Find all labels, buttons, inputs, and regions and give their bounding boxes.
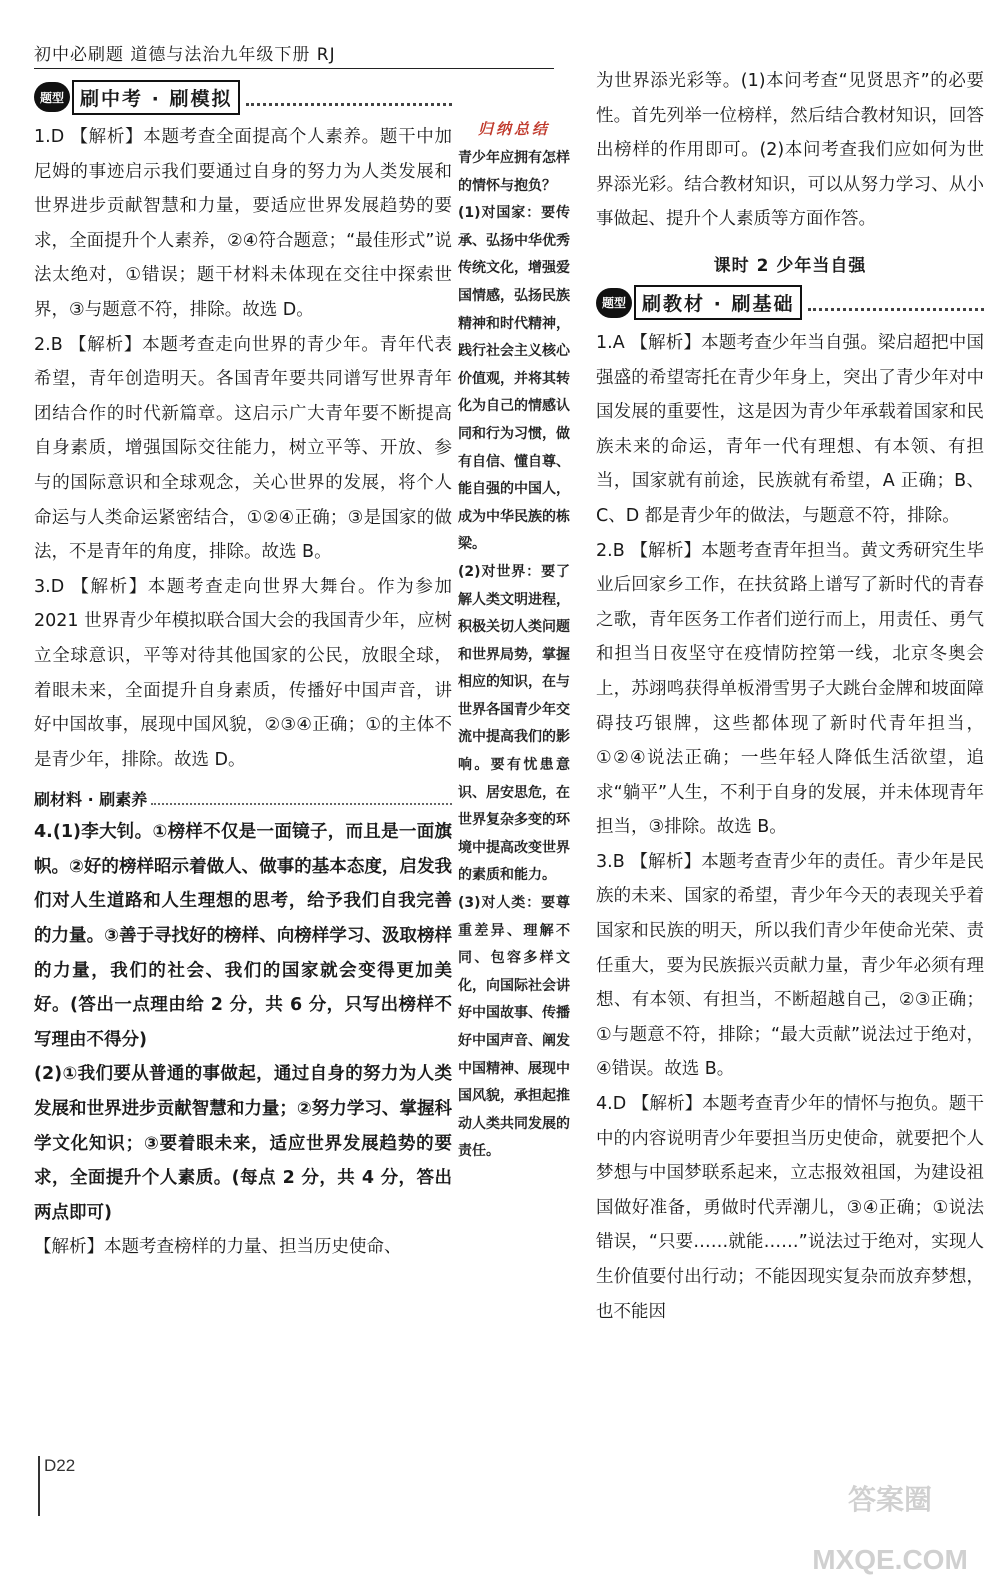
answer-3: 3.B 【解析】本题考查青少年的责任。青少年是民族的未来、国家的希望，青少年今天的表现关乎着国家和民族的明天，所以我们青少年使命光荣、责任重大，要为民族振兴贡献力量，青少年必须有理想、有本领、有担当，不断超越自己，②③正确；①与题意不符，排除；“最大贡献”说法过于绝对，④错误。故选 B。 — [596, 851, 984, 1080]
watermark-logo: 答案圈 MXQE.COM — [812, 1484, 968, 1575]
left-column — [34, 76, 452, 1265]
sidebar-point-2: (2)对世界：要了解人类文明进程，积极关切人类问题和世界局势，掌握相应的知识，在与世界各国青少年交流中提高我们的影响。要有忧患意识、居安思危，在世界复杂多变的环境中提高改变世界的素质和能力。 — [458, 563, 570, 884]
dotted-rule — [151, 792, 452, 805]
answer-2: 2.B 【解析】本题考查青年担当。黄文秀研究生毕业后回家乡工作，在扶贫路上谱写了新时代的青春之歌，青年医务工作者们逆行而上，用责任、勇气和担当日夜坚守在疫情防控第一线，北京冬奥会上，苏翊鸣获得单板滑雪男子大跳台金牌和坡面障碍技巧银牌，这些都体现了新时代青年担当，①②④说法正确；一些年轻人降低生活欲望，追求“躺平”人生，不利于自身的发展，并未体现青年担当，③排除。故选 B。 — [596, 540, 984, 838]
answer-1: 1.D 【解析】本题考查全面提高个人素养。题干中加尼姆的事迹启示我们要通过自身的努力为人类发展和世界进步贡献智慧和力量，要适应世界发展趋势的要求，全面提升个人素养，②④符合题意；“最佳形式”说法太绝对，①错误；题干材料未体现在交往中探索世界，③与题意不符，排除。故选 D。 — [34, 127, 452, 320]
analysis-continued: 为世界添光彩等。(1)本问考查“见贤思齐”的必要性。首先列举一位榜样，然后结合教材知识，回答出榜样的作用即可。(2)本问考查我们应如何为世界添光彩。结合教材知识，可以从努力学习、从小事做起、提升个人素质等方面作答。 — [596, 71, 984, 230]
page-number: D22 — [38, 1456, 75, 1516]
answer-4: 4.D 【解析】本题考查青少年的情怀与抱负。题干中的内容说明青少年要担当历史使命，就要把个人梦想与中国梦联系起来，立志报效祖国，为建设祖国做好准备，勇做时代弄潮儿，③④正确；①说法错误，“只要……就能……”说法过于绝对，实现人生价值要付出行动；不能因现实复杂而放弃梦想，也不能因 — [596, 1094, 984, 1322]
answer-4-part1: 4.(1)李大钊。①榜样不仅是一面镜子，而且是一面旗帜。②好的榜样昭示着做人、做事的基本态度，启发我们对人生道路和人生理想的思考，给予我们自我完善的力量。③善于寻找好的榜样、向榜样学习、汲取榜样的力量，我们的社会、我们的国家就会变得更加美好。(答出一点理由给 2 分，共 6 分，只写出榜样不写理由不得分) — [34, 822, 452, 1050]
sidebar-point-1: (1)对国家：要传承、弘扬中华优秀传统文化，增强爱国情感，弘扬民族精神和时代精神，践行社会主义核心价值观，并将其转化为自己的情感认同和行为习惯，做有自信、懂自尊、能自强的中国人，成为中华民族的栋梁。 — [458, 205, 570, 553]
sub-heading-label: 刷材料 · 刷素养 — [34, 789, 148, 809]
sidebar-question: 青少年应拥有怎样的情怀与抱负？ — [458, 150, 570, 194]
dotted-rule — [246, 89, 452, 106]
section-banner — [34, 80, 452, 114]
sidebar-title: 归纳总结 — [477, 120, 550, 138]
banner-title: 刷中考 · 刷模拟 — [72, 80, 240, 115]
badge-icon: 题型 — [34, 82, 70, 112]
lesson-title: 课时 2 少年当自强 — [713, 255, 867, 276]
section-banner — [596, 286, 984, 320]
dotted-rule — [808, 294, 984, 311]
running-header: 初中必刷题 道德与法治九年级下册 RJ — [34, 40, 554, 69]
badge-icon: 题型 — [596, 288, 632, 318]
answer-1: 1.A 【解析】本题考查少年当自强。梁启超把中国强盛的希望寄托在青少年身上，突出了青少年对中国发展的重要性，这是因为青少年承载着国家和民族未来的命运，青年一代有理想、有本领、有担当，国家就有前途，民族就有希望，A 正确；B、C、D 都是青少年的做法，与题意不符，排除。 — [596, 332, 984, 526]
answer-2: 2.B 【解析】本题考查走向世界的青少年。青年代表希望，青年创造明天。各国青年要共同谱写世界青年团结合作的时代新篇章。这启示广大青年要不断提高自身素质，增强国际交往能力，树立平等、开放、参与的国际意识和全球观念，关心世界的发展，将个人命运与人类命运紧密结合，①②④正确；③是国家的做法，不是青年的角度，排除。故选 B。 — [34, 334, 452, 563]
answer-3: 3.D 【解析】本题考查走向世界大舞台。作为参加 2021 世界青少年模拟联合国大会的我国青少年，应树立全球意识，平等对待其他国家的公民，放眼全球，着眼未来，全面提升自身素质，传播好中国声音，讲好中国故事，展现中国风貌，②③④正确；①的主体不是青少年，排除。故选 D。 — [34, 576, 452, 770]
sidebar-point-3: (3)对人类：要尊重差异、理解不同、包容多样文化，向国际社会讲好中国故事、传播好中国声音、阐发中国精神、展现中国风貌，承担起推动人类共同发展的责任。 — [458, 895, 570, 1160]
right-column — [596, 64, 984, 1329]
answer-4-part2: (2)①我们要从普通的事做起，通过自身的努力为人类发展和世界进步贡献智慧和力量；②努力学习、掌握科学文化知识；③要着眼未来，适应世界发展趋势的要求，全面提升个人素质。(每点 2 分，共 4 分，答出两点即可) — [34, 1064, 452, 1223]
banner-title: 刷教材 · 刷基础 — [634, 285, 802, 320]
sub-heading — [34, 781, 452, 815]
answer-4-analysis: 【解析】本题考查榜样的力量、担当历史使命、 — [34, 1237, 402, 1258]
summary-sidebar — [458, 118, 570, 1166]
